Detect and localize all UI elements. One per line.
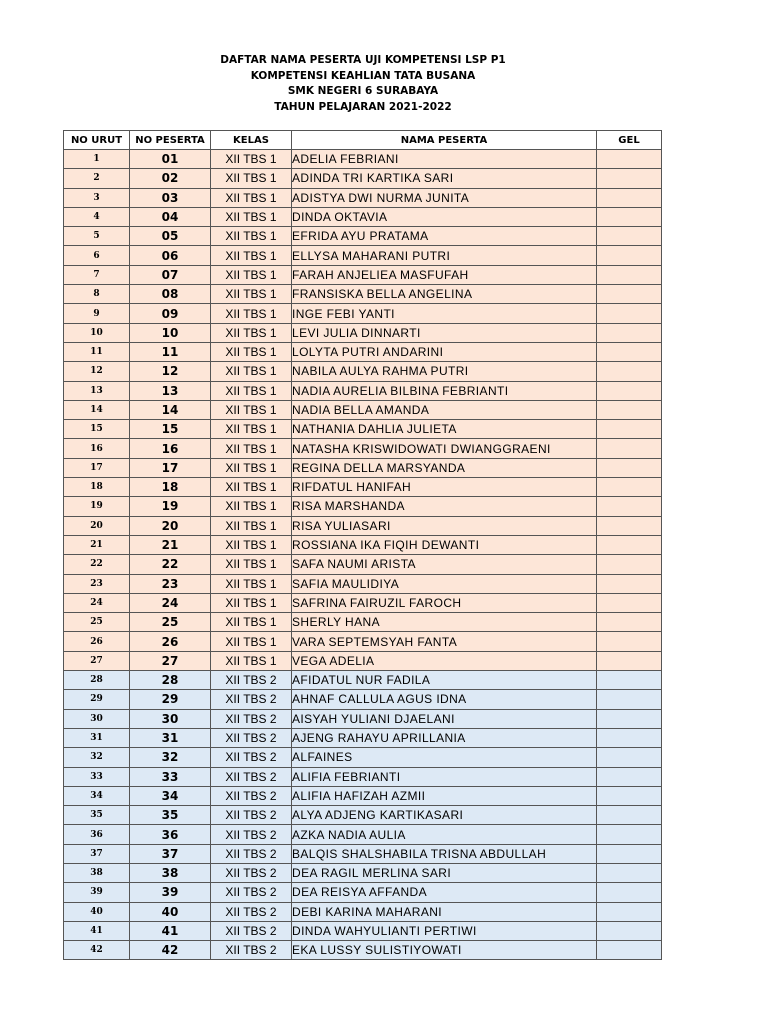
- cell-no-peserta: 33: [130, 767, 211, 786]
- cell-kelas: XII TBS 1: [211, 285, 292, 304]
- cell-gel: [597, 593, 662, 612]
- cell-nama-peserta: AJENG RAHAYU APRILLANIA: [292, 728, 597, 747]
- cell-no-peserta: 36: [130, 825, 211, 844]
- cell-nama-peserta: RISA YULIASARI: [292, 516, 597, 535]
- cell-gel: [597, 478, 662, 497]
- cell-gel: [597, 400, 662, 419]
- cell-kelas: XII TBS 1: [211, 323, 292, 342]
- cell-no-peserta: 18: [130, 478, 211, 497]
- cell-nama-peserta: FARAH ANJELIEA MASFUFAH: [292, 265, 597, 284]
- cell-no-peserta: 06: [130, 246, 211, 265]
- cell-nama-peserta: ALFAINES: [292, 748, 597, 767]
- cell-nama-peserta: RIFDATUL HANIFAH: [292, 478, 597, 497]
- table-row: [64, 613, 662, 632]
- cell-gel: [597, 304, 662, 323]
- header-gel: GEL: [597, 131, 662, 150]
- cell-gel: [597, 632, 662, 651]
- cell-no-peserta: 19: [130, 497, 211, 516]
- cell-nama-peserta: DEA REISYA AFFANDA: [292, 883, 597, 902]
- cell-gel: [597, 497, 662, 516]
- cell-nama-peserta: ROSSIANA IKA FIQIH DEWANTI: [292, 535, 597, 554]
- table-row: [64, 304, 662, 323]
- cell-kelas: XII TBS 2: [211, 806, 292, 825]
- cell-nama-peserta: INGE FEBI YANTI: [292, 304, 597, 323]
- cell-no-peserta: 12: [130, 362, 211, 381]
- cell-nama-peserta: LOLYTA PUTRI ANDARINI: [292, 342, 597, 361]
- cell-gel: [597, 825, 662, 844]
- cell-nama-peserta: NADIA AURELIA BILBINA FEBRIANTI: [292, 381, 597, 400]
- table-row: [64, 574, 662, 593]
- cell-gel: [597, 651, 662, 670]
- cell-no-urut: 42: [64, 941, 130, 960]
- cell-no-urut: 7: [64, 265, 130, 284]
- header-nama-peserta: NAMA PESERTA: [292, 131, 597, 150]
- cell-no-urut: 23: [64, 574, 130, 593]
- cell-no-peserta: 39: [130, 883, 211, 902]
- cell-kelas: XII TBS 1: [211, 342, 292, 361]
- header-kelas: KELAS: [211, 131, 292, 150]
- cell-no-urut: 3: [64, 188, 130, 207]
- document-title: [0, 53, 726, 115]
- cell-kelas: XII TBS 2: [211, 902, 292, 921]
- cell-nama-peserta: ALYA ADJENG KARTIKASARI: [292, 806, 597, 825]
- cell-no-urut: 35: [64, 806, 130, 825]
- table-row: [64, 150, 662, 169]
- cell-no-urut: 30: [64, 709, 130, 728]
- cell-gel: [597, 728, 662, 747]
- cell-no-peserta: 24: [130, 593, 211, 612]
- cell-no-urut: 24: [64, 593, 130, 612]
- cell-kelas: XII TBS 1: [211, 574, 292, 593]
- table-row: [64, 941, 662, 960]
- cell-kelas: XII TBS 1: [211, 535, 292, 554]
- cell-no-urut: 19: [64, 497, 130, 516]
- cell-no-urut: 13: [64, 381, 130, 400]
- cell-no-peserta: 35: [130, 806, 211, 825]
- cell-no-peserta: 38: [130, 863, 211, 882]
- cell-nama-peserta: NATASHA KRISWIDOWATI DWIANGGRAENI: [292, 439, 597, 458]
- cell-no-urut: 41: [64, 921, 130, 940]
- cell-nama-peserta: SAFA NAUMI ARISTA: [292, 555, 597, 574]
- title-line-2: KOMPETENSI KEAHLIAN TATA BUSANA: [250, 69, 476, 82]
- cell-no-urut: 32: [64, 748, 130, 767]
- cell-gel: [597, 690, 662, 709]
- cell-nama-peserta: ELLYSA MAHARANI PUTRI: [292, 246, 597, 265]
- cell-kelas: XII TBS 1: [211, 381, 292, 400]
- cell-gel: [597, 786, 662, 805]
- cell-no-urut: 37: [64, 844, 130, 863]
- cell-gel: [597, 458, 662, 477]
- cell-kelas: XII TBS 1: [211, 246, 292, 265]
- cell-gel: [597, 227, 662, 246]
- cell-no-peserta: 13: [130, 381, 211, 400]
- cell-nama-peserta: VARA SEPTEMSYAH FANTA: [292, 632, 597, 651]
- table-row: [64, 921, 662, 940]
- table-row: [64, 497, 662, 516]
- table-row: [64, 362, 662, 381]
- table-row: [64, 593, 662, 612]
- cell-no-peserta: 29: [130, 690, 211, 709]
- cell-no-peserta: 10: [130, 323, 211, 342]
- table-row: [64, 439, 662, 458]
- cell-gel: [597, 921, 662, 940]
- cell-nama-peserta: DEA RAGIL MERLINA SARI: [292, 863, 597, 882]
- cell-nama-peserta: AZKA NADIA AULIA: [292, 825, 597, 844]
- table-row: [64, 420, 662, 439]
- cell-nama-peserta: ADELIA FEBRIANI: [292, 150, 597, 169]
- table-row: [64, 323, 662, 342]
- cell-gel: [597, 902, 662, 921]
- cell-no-peserta: 25: [130, 613, 211, 632]
- table-row: [64, 632, 662, 651]
- cell-no-peserta: 01: [130, 150, 211, 169]
- cell-no-peserta: 07: [130, 265, 211, 284]
- cell-no-urut: 20: [64, 516, 130, 535]
- cell-gel: [597, 439, 662, 458]
- participant-table: [63, 130, 662, 960]
- cell-gel: [597, 342, 662, 361]
- table-row: [64, 285, 662, 304]
- cell-no-peserta: 30: [130, 709, 211, 728]
- cell-kelas: XII TBS 1: [211, 555, 292, 574]
- cell-kelas: XII TBS 2: [211, 883, 292, 902]
- cell-kelas: XII TBS 2: [211, 825, 292, 844]
- table-row: [64, 844, 662, 863]
- cell-no-peserta: 37: [130, 844, 211, 863]
- cell-kelas: XII TBS 1: [211, 207, 292, 226]
- cell-no-urut: 17: [64, 458, 130, 477]
- cell-no-peserta: 31: [130, 728, 211, 747]
- table-row: [64, 748, 662, 767]
- cell-no-urut: 6: [64, 246, 130, 265]
- table-header-row: [64, 131, 662, 150]
- cell-kelas: XII TBS 1: [211, 304, 292, 323]
- table-row: [64, 458, 662, 477]
- cell-no-peserta: 20: [130, 516, 211, 535]
- cell-no-urut: 21: [64, 535, 130, 554]
- cell-nama-peserta: NABILA AULYA RAHMA PUTRI: [292, 362, 597, 381]
- cell-kelas: XII TBS 1: [211, 439, 292, 458]
- cell-kelas: XII TBS 1: [211, 227, 292, 246]
- cell-nama-peserta: LEVI JULIA DINNARTI: [292, 323, 597, 342]
- table-row: [64, 400, 662, 419]
- cell-no-peserta: 08: [130, 285, 211, 304]
- cell-gel: [597, 574, 662, 593]
- cell-kelas: XII TBS 2: [211, 921, 292, 940]
- cell-kelas: XII TBS 2: [211, 690, 292, 709]
- cell-kelas: XII TBS 1: [211, 188, 292, 207]
- cell-gel: [597, 863, 662, 882]
- table-row: [64, 516, 662, 535]
- cell-gel: [597, 748, 662, 767]
- table-row: [64, 902, 662, 921]
- cell-no-urut: 11: [64, 342, 130, 361]
- cell-nama-peserta: REGINA DELLA MARSYANDA: [292, 458, 597, 477]
- table-row: [64, 690, 662, 709]
- cell-no-urut: 29: [64, 690, 130, 709]
- cell-no-urut: 25: [64, 613, 130, 632]
- cell-nama-peserta: EFRIDA AYU PRATAMA: [292, 227, 597, 246]
- table-row: [64, 478, 662, 497]
- cell-gel: [597, 362, 662, 381]
- table-body: [64, 150, 662, 960]
- cell-no-peserta: 26: [130, 632, 211, 651]
- cell-gel: [597, 941, 662, 960]
- cell-no-peserta: 09: [130, 304, 211, 323]
- cell-no-peserta: 23: [130, 574, 211, 593]
- cell-no-urut: 38: [64, 863, 130, 882]
- cell-nama-peserta: ALIFIA FEBRIANTI: [292, 767, 597, 786]
- cell-gel: [597, 150, 662, 169]
- table-row: [64, 709, 662, 728]
- cell-no-peserta: 05: [130, 227, 211, 246]
- table-row: [64, 381, 662, 400]
- header-no-urut: NO URUT: [64, 131, 130, 150]
- cell-gel: [597, 207, 662, 226]
- cell-no-urut: 22: [64, 555, 130, 574]
- header-no-peserta: NO PESERTA: [130, 131, 211, 150]
- cell-kelas: XII TBS 1: [211, 150, 292, 169]
- cell-gel: [597, 265, 662, 284]
- cell-kelas: XII TBS 2: [211, 941, 292, 960]
- table-row: [64, 207, 662, 226]
- cell-kelas: XII TBS 1: [211, 362, 292, 381]
- cell-gel: [597, 285, 662, 304]
- cell-kelas: XII TBS 2: [211, 767, 292, 786]
- table-row: [64, 883, 662, 902]
- cell-gel: [597, 420, 662, 439]
- cell-no-urut: 1: [64, 150, 130, 169]
- cell-nama-peserta: AFIDATUL NUR FADILA: [292, 671, 597, 690]
- cell-nama-peserta: NATHANIA DAHLIA JULIETA: [292, 420, 597, 439]
- cell-nama-peserta: SHERLY HANA: [292, 613, 597, 632]
- table-row: [64, 825, 662, 844]
- cell-gel: [597, 555, 662, 574]
- cell-no-peserta: 11: [130, 342, 211, 361]
- cell-no-peserta: 42: [130, 941, 211, 960]
- cell-gel: [597, 246, 662, 265]
- cell-no-peserta: 34: [130, 786, 211, 805]
- cell-no-urut: 40: [64, 902, 130, 921]
- cell-no-urut: 26: [64, 632, 130, 651]
- cell-no-peserta: 03: [130, 188, 211, 207]
- cell-nama-peserta: AHNAF CALLULA AGUS IDNA: [292, 690, 597, 709]
- table-row: [64, 806, 662, 825]
- cell-kelas: XII TBS 2: [211, 709, 292, 728]
- cell-gel: [597, 613, 662, 632]
- title-line-1: DAFTAR NAMA PESERTA UJI KOMPETENSI LSP P1: [220, 54, 506, 66]
- cell-gel: [597, 709, 662, 728]
- cell-kelas: XII TBS 2: [211, 728, 292, 747]
- cell-no-peserta: 04: [130, 207, 211, 226]
- table-row: [64, 246, 662, 265]
- cell-kelas: XII TBS 1: [211, 478, 292, 497]
- cell-no-peserta: 40: [130, 902, 211, 921]
- cell-nama-peserta: VEGA ADELIA: [292, 651, 597, 670]
- cell-no-urut: 8: [64, 285, 130, 304]
- cell-no-urut: 34: [64, 786, 130, 805]
- cell-kelas: XII TBS 1: [211, 651, 292, 670]
- cell-no-urut: 14: [64, 400, 130, 419]
- cell-nama-peserta: SAFRINA FAIRUZIL FAROCH: [292, 593, 597, 612]
- cell-no-urut: 39: [64, 883, 130, 902]
- cell-kelas: XII TBS 1: [211, 497, 292, 516]
- cell-no-urut: 12: [64, 362, 130, 381]
- table-row: [64, 265, 662, 284]
- cell-kelas: XII TBS 1: [211, 613, 292, 632]
- cell-kelas: XII TBS 1: [211, 593, 292, 612]
- cell-nama-peserta: DINDA OKTAVIA: [292, 207, 597, 226]
- cell-kelas: XII TBS 2: [211, 786, 292, 805]
- cell-gel: [597, 381, 662, 400]
- table-row: [64, 555, 662, 574]
- cell-nama-peserta: ADISTYA DWI NURMA JUNITA: [292, 188, 597, 207]
- cell-kelas: XII TBS 2: [211, 844, 292, 863]
- cell-gel: [597, 169, 662, 188]
- table-row: [64, 671, 662, 690]
- cell-gel: [597, 323, 662, 342]
- cell-no-urut: 33: [64, 767, 130, 786]
- cell-no-urut: 36: [64, 825, 130, 844]
- cell-kelas: XII TBS 1: [211, 632, 292, 651]
- cell-no-urut: 2: [64, 169, 130, 188]
- cell-no-urut: 4: [64, 207, 130, 226]
- cell-no-peserta: 21: [130, 535, 211, 554]
- cell-no-peserta: 41: [130, 921, 211, 940]
- cell-no-peserta: 16: [130, 439, 211, 458]
- cell-nama-peserta: DINDA WAHYULIANTI PERTIWI: [292, 921, 597, 940]
- table-row: [64, 651, 662, 670]
- table-row: [64, 786, 662, 805]
- cell-gel: [597, 844, 662, 863]
- cell-kelas: XII TBS 1: [211, 458, 292, 477]
- cell-no-urut: 18: [64, 478, 130, 497]
- cell-no-urut: 9: [64, 304, 130, 323]
- cell-nama-peserta: SAFIA MAULIDIYA: [292, 574, 597, 593]
- cell-kelas: XII TBS 2: [211, 671, 292, 690]
- cell-kelas: XII TBS 1: [211, 400, 292, 419]
- cell-no-peserta: 15: [130, 420, 211, 439]
- table-row: [64, 169, 662, 188]
- cell-gel: [597, 767, 662, 786]
- cell-no-urut: 10: [64, 323, 130, 342]
- cell-no-peserta: 27: [130, 651, 211, 670]
- cell-no-peserta: 02: [130, 169, 211, 188]
- cell-nama-peserta: AISYAH YULIANI DJAELANI: [292, 709, 597, 728]
- cell-nama-peserta: FRANSISKA BELLA ANGELINA: [292, 285, 597, 304]
- table-row: [64, 767, 662, 786]
- cell-kelas: XII TBS 2: [211, 863, 292, 882]
- cell-nama-peserta: ALIFIA HAFIZAH AZMII: [292, 786, 597, 805]
- cell-gel: [597, 671, 662, 690]
- title-line-3: SMK NEGERI 6 SURABAYA: [287, 85, 439, 97]
- cell-no-urut: 27: [64, 651, 130, 670]
- cell-nama-peserta: RISA MARSHANDA: [292, 497, 597, 516]
- cell-no-urut: 16: [64, 439, 130, 458]
- cell-gel: [597, 806, 662, 825]
- cell-no-peserta: 22: [130, 555, 211, 574]
- cell-no-peserta: 17: [130, 458, 211, 477]
- cell-kelas: XII TBS 1: [211, 420, 292, 439]
- cell-gel: [597, 883, 662, 902]
- cell-gel: [597, 516, 662, 535]
- cell-kelas: XII TBS 2: [211, 748, 292, 767]
- cell-nama-peserta: EKA LUSSY SULISTIYOWATI: [292, 941, 597, 960]
- cell-gel: [597, 188, 662, 207]
- table-row: [64, 188, 662, 207]
- cell-kelas: XII TBS 1: [211, 169, 292, 188]
- cell-kelas: XII TBS 1: [211, 265, 292, 284]
- cell-gel: [597, 535, 662, 554]
- cell-no-peserta: 14: [130, 400, 211, 419]
- table-row: [64, 728, 662, 747]
- cell-no-peserta: 28: [130, 671, 211, 690]
- cell-no-urut: 15: [64, 420, 130, 439]
- table-row: [64, 535, 662, 554]
- cell-no-peserta: 32: [130, 748, 211, 767]
- table-row: [64, 863, 662, 882]
- cell-nama-peserta: BALQIS SHALSHABILA TRISNA ABDULLAH: [292, 844, 597, 863]
- table-row: [64, 342, 662, 361]
- cell-nama-peserta: ADINDA TRI KARTIKA SARI: [292, 169, 597, 188]
- cell-no-urut: 5: [64, 227, 130, 246]
- cell-no-urut: 31: [64, 728, 130, 747]
- cell-nama-peserta: NADIA BELLA AMANDA: [292, 400, 597, 419]
- cell-no-urut: 28: [64, 671, 130, 690]
- title-line-4: TAHUN PELAJARAN 2021-2022: [274, 100, 452, 113]
- cell-nama-peserta: DEBI KARINA MAHARANI: [292, 902, 597, 921]
- table-row: [64, 227, 662, 246]
- cell-kelas: XII TBS 1: [211, 516, 292, 535]
